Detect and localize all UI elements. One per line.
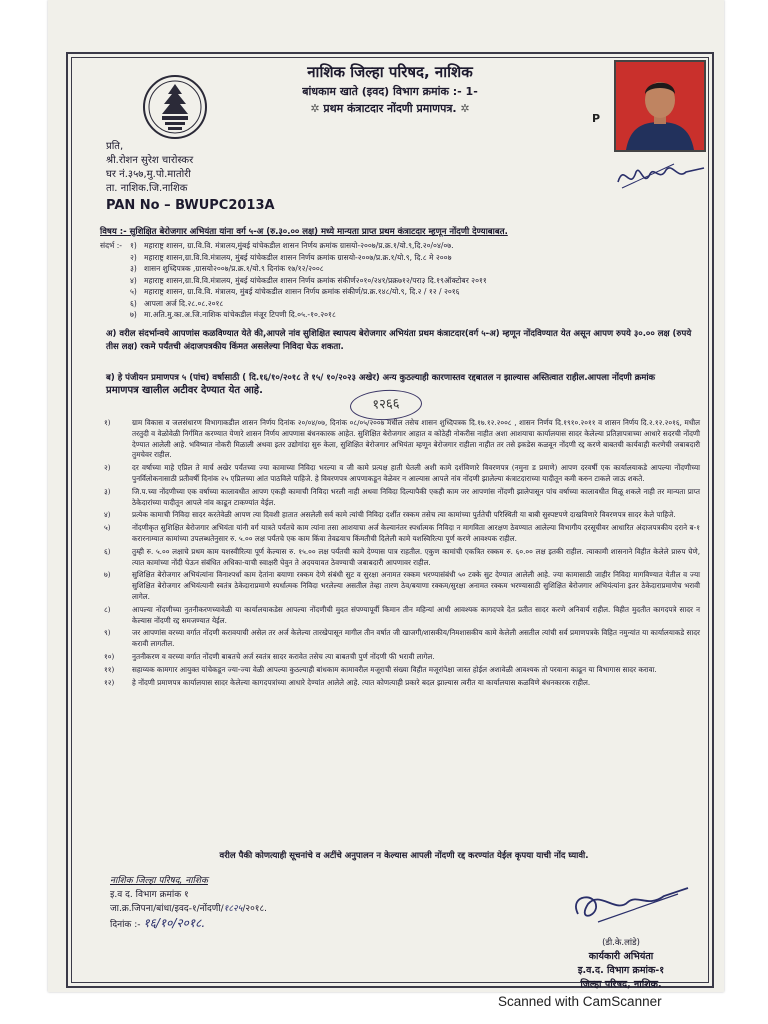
references-label bbox=[100, 263, 130, 275]
reference-number: २) bbox=[130, 252, 137, 262]
condition-item bbox=[102, 652, 700, 663]
condition-item bbox=[102, 665, 700, 676]
condition-number: ९) bbox=[104, 628, 111, 638]
reference-text: शासन शुध्दिपत्रक ,ग्रासयो२००७/प्र.क्र.१/यो.९ दिनांक १७/१२/२००८ bbox=[144, 264, 324, 273]
applicant-photo bbox=[614, 60, 706, 152]
reference-item bbox=[100, 275, 690, 287]
condition-number: १०) bbox=[104, 651, 115, 661]
department-line: बांधकाम खाते (इवद) विभाग क्रमांक :- 1- bbox=[302, 85, 478, 98]
condition-number: ४) bbox=[104, 510, 111, 520]
condition-item bbox=[102, 605, 700, 627]
references-label: संदर्भ :- bbox=[100, 241, 122, 250]
officer-division: इ.व.द. विभाग क्रमांक-१ bbox=[577, 965, 665, 976]
condition-item bbox=[102, 547, 700, 569]
addressee-taluka: ता. नाशिक.जि.नाशिक bbox=[106, 183, 188, 194]
reference-text: महाराष्ट्र शासन, ग्रा.वि.वि. मंत्रालय, मुंबई यांचेकडील शासन निर्णय क्रमांक संकीर्ण/प्र.क्र.१४८/यो.९, दि.२ / १२ / २०१६ bbox=[144, 287, 460, 296]
condition-number: ३) bbox=[104, 486, 111, 496]
condition-number: २) bbox=[104, 463, 111, 473]
reference-number: ४) bbox=[130, 275, 137, 285]
condition-item bbox=[102, 570, 700, 602]
office-title: नाशिक जिल्हा परिषद, नाशिक bbox=[307, 63, 473, 81]
reference-text: महाराष्ट्र शासन, ग्रा.वि.वि. मंत्रालय,मुंबई यांचेकडील शासन निर्णय क्रमांक ग्रासयो-२००७/प्र.क्र.१/यो.९,दि.२०/०४/०७. bbox=[144, 241, 454, 250]
condition-item bbox=[102, 510, 700, 521]
condition-text: सहाय्यक कामगार आयुक्त यांचेकडून ज्या-ज्या वेळी आपल्या कुठल्याही बांधकाम कामावरील मजूराची संख्या विहीत मजूरांपेक्षा जास्त होईल अशावेळी आवश्यक तो परवाना काढून या विभागास सादर करावा. bbox=[132, 664, 657, 674]
condition-text: जि.प.च्या नोंदणीच्या एक वर्षाच्या कालावधीत आपण एकही कामाची निविदा भरली नाही अथवा निविदा दिल्यापैकी एकही काम जर आपणांस नोंदणी झालेपासून पांच वर्षाच्या कालावधीत मिळू शकले नाही तर मान्यता प्राप्त ठेकेदारांच्या यादीतून आपले नांव काढून टाकण्यांत येईल. bbox=[132, 486, 700, 507]
condition-item bbox=[102, 523, 700, 545]
condition-text: नोंदणीकृत सुशिक्षित बेरोजगार अभियंता यांनी वर्ग यात्रते पर्यंतचे काम त्यांना तसा आशयाचा अर्ज केल्यानंतर स्पर्धात्मक निविदा न मागविता आरक्षण ठेवण्यात आलेल्या विभागीय दरसूचीवर आधारित अंदाजपत्रकीय दराने ब-१ करारनाम्यात कामांच्या उपलब्धतेनुसार रु. ५.०० लक्ष पर्यंतचे एक काम किंवा तेवढयाच किंमतीची दिलेली कामे यशस्विरित्या पूर्ण करणे आवश्यक राहील. bbox=[132, 523, 700, 543]
references-label bbox=[100, 252, 130, 264]
subject-line: विषय :- सुशिक्षित बेरोजगार अभियंता यांना वर्ग ५-अ (रु.३०.०० लक्ष) मध्ये मान्यता प्राप्त प्रथम कंत्राटदार म्हणून नोंदणी देण्याबाबत. bbox=[100, 227, 508, 237]
references-label bbox=[100, 275, 130, 287]
office-date: दिनांक :- १६/१०/२०१८. bbox=[110, 916, 206, 930]
pan-number: PAN No – BWUPC2013A bbox=[106, 198, 275, 213]
addressee-name: श्री.रोशन सुरेश चारोस्कर bbox=[106, 155, 194, 166]
addressee-house: घर नं.३५७,मु.पो.मातोरी bbox=[106, 169, 191, 180]
paragraph-b-tail: प्रमाणपत्र खालील अटीवर देण्यात येत आहे. bbox=[106, 384, 263, 396]
condition-number: ८) bbox=[104, 604, 111, 614]
condition-item bbox=[102, 418, 700, 461]
certificate-frame bbox=[66, 52, 714, 988]
condition-text: तुम्ही रु. ५.०० लक्षाचे प्रथम काम यशस्वीरित्या पूर्ण केल्यास रु. १५.०० लक्ष पर्यंतची कामे देण्यास पात्र राहतील. एकुण कामांची एकत्रित रक्कम रु. ६०.०० लक्ष इतकी राहील. त्याकामी शासनाने विहीत केलेले प्रारुप घेणे, त्यात कामांच्या नोंदी घेऊन संबंधित अधिका-याची स्वाक्षरी घेवुन ते अदययावत ठेवण्याची जबाबदारी आपणावर राहील. bbox=[132, 546, 700, 567]
condition-text: नुतनीकरण व वरच्या वर्गात नोंदणी बाबतचे अर्ज स्वतंत्र सादर करावेत तसेच त्या बाबतची पुर्ण नोंदणी फी भरावी लागेल. bbox=[132, 651, 435, 661]
condition-number: ७) bbox=[104, 570, 111, 580]
addressee-block bbox=[106, 140, 275, 213]
reference-item bbox=[100, 298, 690, 310]
reference-item bbox=[100, 263, 690, 275]
officer-block bbox=[556, 936, 686, 992]
references-label bbox=[100, 286, 130, 298]
conditions-list bbox=[102, 418, 700, 690]
closing-note: वरील पैकी कोणत्याही सूचनांचे व अटींचे अनुपालन न केल्यास आपली नोंदणी रद्द करण्यांत येईल कृपया याची नोंद घ्यावी. bbox=[219, 851, 589, 861]
condition-number: ११) bbox=[104, 664, 115, 674]
condition-item bbox=[102, 463, 700, 485]
reference-item bbox=[100, 240, 690, 252]
condition-text: जर आपणांस वरच्या वर्गात नोंदणी करावयाची असेल तर अर्ज केलेल्या तारखेपासून मागील तीन वर्षात जी खाजगी/शासकीय/निमशासकीय कामे केलेली असतील त्यांची सर्व प्रमाणपत्रके विहित नमुन्यांत या कार्यालयाकडे सादर करावी लागतील. bbox=[132, 628, 700, 649]
officer-sig-name: (डी.के.लांडे) bbox=[602, 938, 640, 948]
condition-text: ग्राम विकास व जलसंधारण विभागाकडील शासन निर्णय दिनांक २०/०४/०७, दिनांक ०८/०५/२००७ मधील तसेच शासन शुध्दिपत्रक दि.१७.१२.२००८ , शासन निर्णय दि.१९१०.२०११ व शासन निर्णय दि.२.१२.२०१६, मधील तरतुदी व वेळोवेळी निर्गमित करण्यात येणारे शासन निर्णय आपणास बंधनकारक आहेत. सुशिक्षित बेरोजगार आहात व कोठेही नोकरीस नाहीत अशा आशयाचा कार्यालयास सादर केलेल्या प्रतिज्ञापत्राच्या आधारे सदरची नोंदणी देण्यात आलेली आहे. भविष्यात नोकरी मिळाली अथवा इतर उद्योगांदा सुरु केला, सुशिक्षित बेरोजगार अभियंता म्हणून बेरोजगार राहीला नाहीत तर तसे इकडेस कळवून नोंदणी रद्द करणे बाबतची कार्यवाही करणेची जबाबदारी तुमचेवर राहील. bbox=[132, 418, 700, 460]
reference-item bbox=[100, 252, 690, 264]
reference-text: मा.अति.मु.का.अ.जि.नाशिक यांचेकडील मंजूर टिपणी दि.०५.-१०.२०१८ bbox=[144, 310, 336, 319]
reference-text: महाराष्ट्र शासन,ग्रा.वि.वि.मंत्रालय, मुंबई यांचेकडील शासन निर्णय क्रमांक संकीर्ण२०१०/२४१/प्रक्र७१२/परा३ दि.१९ऑक्टोबर २०११ bbox=[144, 275, 487, 285]
prati-label: प्रति, bbox=[106, 141, 124, 152]
condition-number: १२) bbox=[104, 677, 115, 687]
condition-item bbox=[102, 487, 700, 509]
reference-number: १) bbox=[130, 241, 137, 250]
reference-number: ६) bbox=[130, 298, 137, 308]
reference-text: महाराष्ट्र शासन,ग्रा.वि.वि.मंत्रालय, मुंबई यांचेकडील शासन निर्णय क्रमांक ग्रासयो-२००७/प्र.क्र.१/यो.९, दि.८ मे २००७ bbox=[144, 252, 452, 262]
officer-office: जिल्हा परिषद, नाशिक. bbox=[580, 979, 662, 990]
references-list bbox=[100, 240, 690, 321]
paragraph-b: ब) हे पंजीयन प्रमाणपत्र ५ (पांच) वर्षासाठी ( दि.१६/१०/२०१८ ते १५/ १०/२०२३ अखेर) अन्य कुठल्याही कारणास्तव रद्दबातल न झाल्यास अस्तित्वात राहील.आपला नोंदणी क्रमांक प्रमाणपत्र खालील अटीवर देण्यात येत आहे. bbox=[106, 373, 656, 396]
condition-item bbox=[102, 628, 700, 650]
officer-title: कार्यकारी अभियंता bbox=[588, 951, 654, 962]
reference-number: ७) bbox=[130, 310, 137, 319]
reference-number: ५) bbox=[130, 287, 137, 296]
condition-number: ५) bbox=[104, 523, 111, 533]
office-block bbox=[110, 874, 267, 932]
registration-number: १२६६ bbox=[349, 388, 422, 422]
reference-item bbox=[100, 309, 690, 321]
reference-text: आपला अर्ज दि.२८.०८.२०१८ bbox=[144, 298, 224, 308]
office-division: इ.व द. विभाग क्रमांक १ bbox=[110, 890, 189, 900]
certificate-title: ✲ प्रथम कंत्राटदार नोंदणी प्रमाणपत्र. ✲ bbox=[310, 102, 470, 115]
photo-attestation-signature bbox=[614, 152, 710, 196]
condition-text: आपल्या नोंदणीच्या नुतनीकरणच्यावेळी या कार्यालयाकडेस आपल्या नोंदणीची मुदत संपण्यापूर्वी किमान तीन महिन्यां आधी आवश्यक कागदपत्रे देत प्रतीत सादर करणे अनिवार्य राहील. विहीत मुदतीत कागदपत्रे सादर न केल्यास नोंदणी रद्द समजण्यात येईल. bbox=[132, 604, 700, 625]
stamp-letter: P bbox=[592, 112, 601, 125]
references-label bbox=[100, 309, 130, 321]
condition-item bbox=[102, 678, 700, 689]
reference-item bbox=[100, 286, 690, 298]
condition-number: ६) bbox=[104, 546, 111, 556]
camscanner-watermark: Scanned with CamScanner bbox=[498, 994, 662, 1009]
condition-text: सुशिक्षित बेरोजगार अभियंत्यांना विनाश्पर्धा काम देतांना बयाणा रक्कम देणे संबंधी सुट व सुरक्षा अनामत रक्कम भरण्यासंबंधी ५० टक्के सुट देण्यात आलेली आहे. ज्या कामासाठी जाहीर निविदा मागविण्यात येतील व ज्या सुशिक्षित बेरोजगार अभियंत्यानी स्वतंत्र ठेकेदाराप्रमाणे स्पर्धात्मक निविदा भरलेल्या असतील तेव्हा तारण ठेव/बयाणा रक्कम/सुरक्षा अनामत रक्कम भरण्यासाठी सुशिक्षित बेरोजगार अभियंत्यांना इतर ठेकेदाराप्रमाणेच भरावी लागेल. bbox=[132, 570, 700, 601]
references-label bbox=[100, 298, 130, 310]
condition-number: १) bbox=[104, 418, 111, 427]
reference-number: ३) bbox=[130, 264, 137, 273]
condition-text: हे नोंदणी प्रमाणपत्र कार्यालयास सादर केलेल्या कागदपत्रांच्या आधारे देण्यांत आलेले आहे. त्यात कोणत्याही प्रकारे बदल झाल्यास त्वरीत या कार्यालयास कळविणे बंधनकारक राहील. bbox=[132, 677, 591, 687]
office-ref-number: जा.क्र.जिपना/बांधा/इवद-१/नोंदणी/१८२५/२०१८. bbox=[110, 904, 267, 914]
condition-text: दर वर्षाच्या माहे एप्रिल ते मार्च अखेर पर्यंतच्या ज्या कामाच्या निविदा भरल्या व जी कामे प्रत्यक्ष हाती घेतली अशी कामे दर्शविणारे विवरणपत्र (नमुना ड प्रमाणे) आपण दरवर्षी एक कार्यालयाकडे आपल्या नोंदणीच्या पुनर्विलोकनासाठी प्रतीवर्षी दिनांक २५ एप्रिलच्या आंत पाठविले पाहिजे. हे विवरणपत्र आपणाकडून वेळेवर न आल्यास आपले नांव नोंदणी झालेल्या कंत्राटदाराच्या यादीतून कमी करुन टाकले जाऊ शकते. bbox=[132, 463, 700, 483]
paragraph-a: अ) वरील संदर्भान्वये आपणांस कळविण्यात येते की,आपले नांव सुशिक्षित स्थापत्य बेरोजगार अभियंता प्रथम कंत्राटदार(वर्ग ५-अ) म्हणून नोंदविण्यात येत असून आपण रुपये ३०.०० लक्ष (रुपये तीस लक्ष) रकमे पर्यंतची अंदाजपत्रकीय किंमत असलेल्या निविदा घेऊ शकता. bbox=[106, 329, 692, 352]
condition-text: प्रत्येक कामाची निविदा सादर करतेवेळी आपण त्या दिवशी हातात असलेली सर्व कामे त्यांची निविदा दर्शीत रक्कम तसेच त्या कामांच्या पुर्ततेची परिस्थिती या बाबी सुस्पष्टपणे दाखविणारे विवरणपत्र सादर केले पाहिजे. bbox=[132, 510, 676, 520]
office-name: नाशिक जिल्हा परिषद, नाशिक bbox=[110, 876, 208, 886]
